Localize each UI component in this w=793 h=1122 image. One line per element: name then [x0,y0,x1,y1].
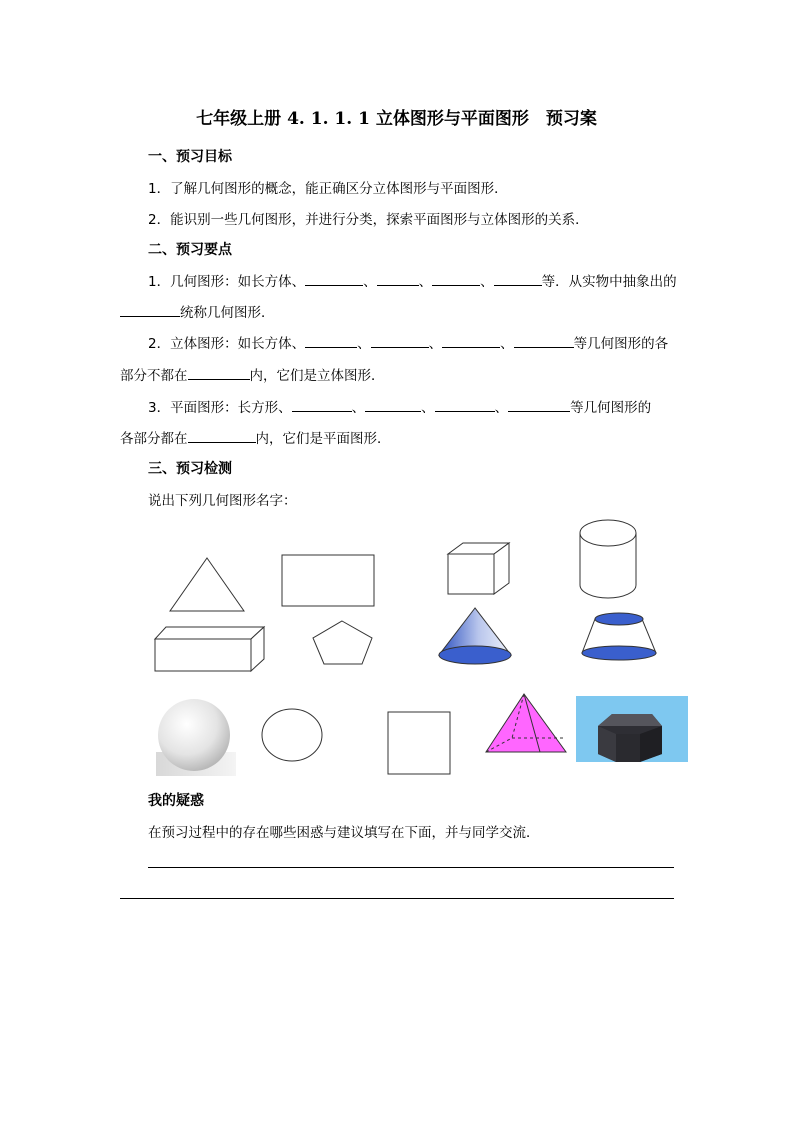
ellipse-shape [260,706,326,764]
point-text: 等几何图形的 [570,400,652,416]
separator: 、 [351,400,366,416]
answer-blank[interactable] [188,428,256,443]
answer-blank[interactable] [292,397,352,412]
section-heading-goals: 一、预习目标 [148,149,232,165]
point-item-3-line-1 [148,396,651,416]
point-text: 2．立体图形：如长方体、 [148,336,306,352]
point-item-2-line-1 [148,332,668,352]
goal-item-2: 2．能识别一些几何图形，并进行分类，探索平面图形与立体图形的关系． [148,212,589,228]
pentagon-shape [310,618,376,666]
answer-blank[interactable] [305,333,357,348]
point-text: 等．从实物中抽象出的 [541,274,677,290]
goal-item-1: 1．了解几何图形的概念，能正确区分立体图形与平面图形． [148,181,508,197]
separator: 、 [428,336,443,352]
check-prompt: 说出下列几何图形名字： [148,493,297,509]
answer-blank[interactable] [508,397,570,412]
point-item-1-line-2 [120,301,275,321]
doubts-text: 在预习过程中的存在哪些困惑与建议填写在下面，并与同学交流． [148,825,540,841]
separator: 、 [494,400,509,416]
point-text: 各部分都在 [120,431,188,447]
sphere-shape [156,698,236,776]
point-text: 部分不都在 [120,368,188,384]
point-text: 统称几何图形． [180,305,275,321]
answer-blank[interactable] [435,397,495,412]
rectangle-shape [280,553,378,609]
doubts-heading: 我的疑惑 [148,793,204,809]
answer-blank[interactable] [120,302,180,317]
point-text: 3．平面图形：长方形、 [148,400,292,416]
separator: 、 [480,274,494,290]
answer-blank[interactable] [188,365,250,380]
answer-blank[interactable] [514,333,574,348]
answer-line-1[interactable] [148,867,674,868]
answer-blank[interactable] [371,333,429,348]
triangle-shape [165,555,249,615]
answer-blank[interactable] [432,271,480,286]
point-text: 内，它们是平面图形． [255,431,391,447]
separator: 、 [421,400,435,416]
answer-blank[interactable] [494,271,542,286]
point-text: 内，它们是立体图形． [249,368,385,384]
cube-shape [445,540,513,598]
answer-blank[interactable] [305,271,363,286]
point-item-1-line-1 [148,270,677,290]
answer-blank[interactable] [365,397,421,412]
page-title: 七年级上册 4. 1. 1. 1 立体图形与平面图形 预习案 [196,109,597,129]
prism-solid-image [576,696,688,762]
pyramid-shape [482,690,570,758]
separator: 、 [500,336,514,352]
separator: 、 [363,274,377,290]
answer-blank[interactable] [442,333,500,348]
point-text: 等几何图形的各 [573,336,669,352]
cone-shape [434,605,516,667]
square-shape [385,709,453,777]
separator: 、 [357,336,371,352]
section-heading-points: 二、预习要点 [148,242,232,258]
point-text: 1．几何图形：如长方体、 [148,274,306,290]
separator: 、 [418,274,433,290]
cylinder-shape [576,517,640,603]
section-heading-check: 三、预习检测 [148,461,232,477]
frustum-shape [576,610,662,664]
answer-blank[interactable] [377,271,419,286]
answer-line-2[interactable] [120,898,674,899]
cuboid-shape [152,622,268,674]
point-item-2-line-2 [120,364,385,384]
point-item-3-line-2 [120,427,391,447]
